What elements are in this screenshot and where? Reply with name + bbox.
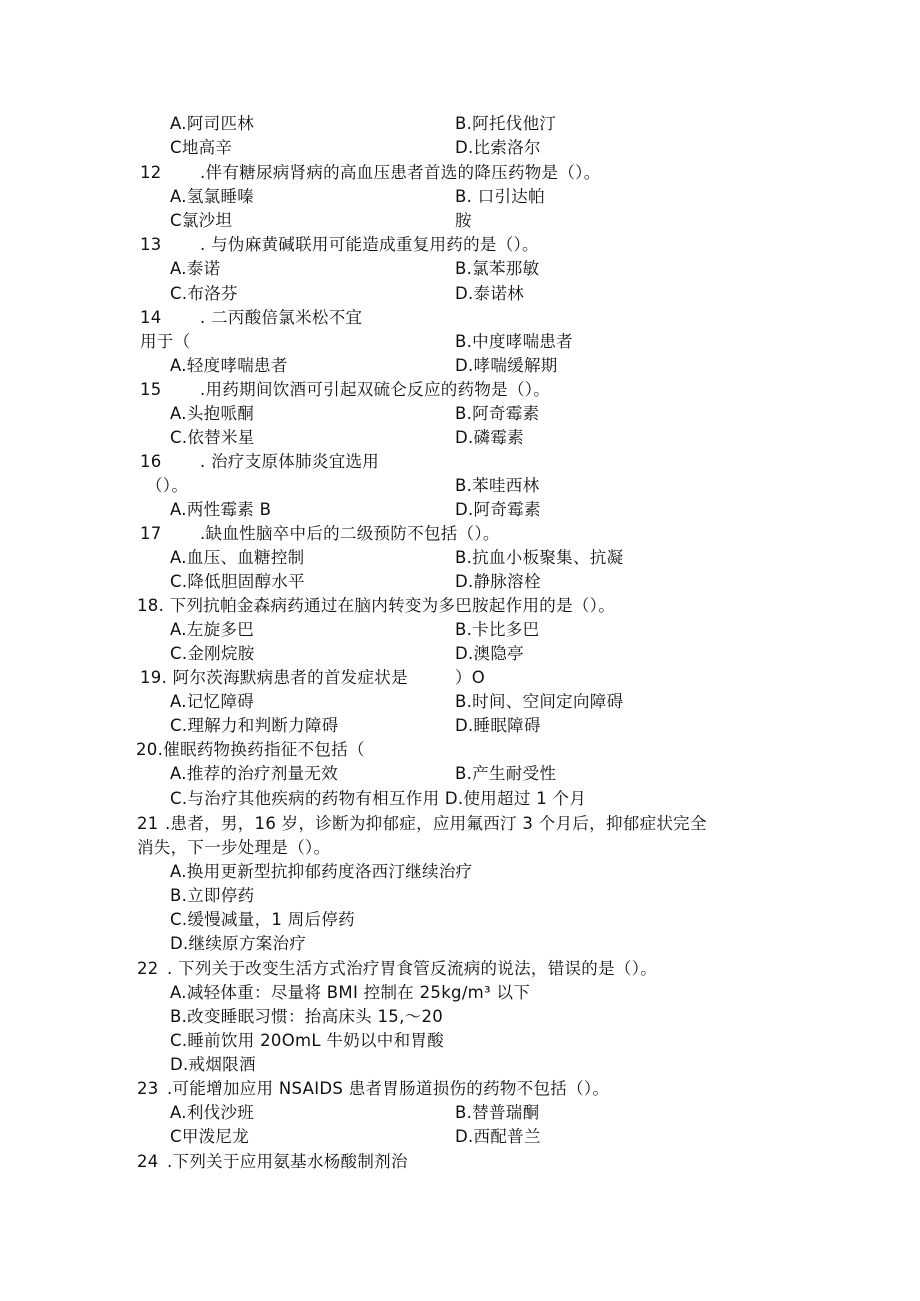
line-43-col-1: C甲泼尼龙 — [170, 1127, 250, 1146]
line-32: A.换用更新型抗抑郁药度洛西汀继续治疗 — [170, 862, 473, 881]
line-13-col-2: B.阿奇霉素 — [455, 404, 540, 423]
line-25-col-2: B.时间、空间定向障碍 — [455, 692, 624, 711]
line-21: 18. 下列抗帕金森病药通过在脑内转变为多巴胺起作用的是（）。 — [137, 596, 616, 615]
line-12-col-1: 15 — [140, 380, 162, 399]
line-20-col-1: C.降低胆固醇水平 — [170, 572, 305, 591]
line-36-col-1: 22 — [137, 959, 159, 978]
line-26-col-2: D.睡眠障碍 — [455, 716, 541, 735]
line-15-col-1: 16 — [140, 452, 162, 471]
line-24-col-1: 19. 阿尔茨海默病患者的首发症状是 — [140, 668, 408, 687]
line-37: A.减轻体重：尽量将 BMI 控制在 25kg∕m³ 以下 — [170, 983, 531, 1002]
line-42-col-2: B.替普瑞酮 — [455, 1103, 540, 1122]
line-39: C.睡前饮用 20OmL 牛奶以中和胃酸 — [170, 1031, 445, 1050]
line-44-col-2: .下列关于应用氨基水杨酸制剂治 — [167, 1152, 408, 1171]
line-22-col-1: A.左旋多巴 — [170, 620, 255, 639]
line-17-col-1: A.两性霉素 B — [170, 500, 272, 519]
line-23-col-2: D.澳隐亭 — [455, 644, 524, 663]
line-27: 20.催眠药物换药指征不包括（ — [136, 740, 365, 759]
line-36-col-2: . 下列关于改变生活方式治疗胃食管反流病的说法，错误的是（）。 — [167, 959, 658, 978]
line-11-col-2: D.哮喘缓解期 — [455, 356, 558, 375]
line-25-col-1: A.记忆障碍 — [170, 692, 255, 711]
line-28-col-2: B.产生耐受性 — [455, 764, 557, 783]
line-30-col-1: 21 — [137, 814, 159, 833]
line-16-col-1: （）。 — [146, 476, 189, 495]
line-35: D.继续原方案治疗 — [170, 934, 307, 953]
line-12-col-2: .用药期间饮酒可引起双硫仑反应的药物是（）。 — [200, 380, 551, 399]
line-30-col-2: .患者，男，16 岁，诊断为抑郁症，应用氟西汀 3 个月后，抑郁症状完全 — [165, 814, 707, 833]
line-17-col-2: D.阿奇霉素 — [455, 500, 541, 519]
line-19-col-2: B.抗血小板聚集、抗凝 — [455, 548, 624, 567]
line-43-col-2: D.西配普兰 — [455, 1127, 541, 1146]
line-8-col-2: D.泰诺林 — [455, 284, 524, 303]
line-24-col-2: ）O — [455, 668, 486, 687]
line-14-col-2: D.磷霉素 — [455, 428, 524, 447]
line-10-col-2: B.中度哮喘患者 — [455, 332, 573, 351]
line-5-col-2: 胺 — [455, 211, 472, 230]
line-41-col-2: .可能增加应用 NSAIDS 患者胃肠道损伤的药物不包括（）。 — [167, 1079, 610, 1098]
line-15-col-2: . 治疗支原体肺炎宜选用 — [200, 452, 380, 471]
line-16-col-2: B.苯哇西林 — [455, 476, 540, 495]
line-42-col-1: A.利伐沙班 — [170, 1103, 255, 1122]
line-3-col-1: 12 — [140, 163, 162, 182]
line-19-col-1: A.血压、血糖控制 — [170, 548, 305, 567]
line-22-col-2: B.卡比多巴 — [455, 620, 540, 639]
line-9-col-2: . 二丙酸倍氯米松不宜 — [200, 308, 363, 327]
line-44-col-1: 24 — [137, 1152, 159, 1171]
line-33: B.立即停药 — [170, 886, 255, 905]
line-3-col-2: .伴有糖尿病肾病的高血压患者首选的降压药物是（）。 — [200, 163, 601, 182]
line-4-col-1: A.氢氯睡嗪 — [170, 187, 255, 206]
line-18-col-1: 17 — [140, 524, 162, 543]
line-40: D.戒烟限酒 — [170, 1055, 256, 1074]
line-1-col-1: A.阿司匹林 — [170, 114, 255, 133]
line-5-col-1: C氯沙坦 — [170, 211, 233, 230]
line-34: C.缓慢减量，1 周后停药 — [170, 910, 355, 929]
line-1-col-2: B.阿托伐他汀 — [455, 114, 557, 133]
line-13-col-1: A.头抱哌酮 — [170, 404, 255, 423]
line-28-col-1: A.推荐的治疗剂量无效 — [170, 764, 339, 783]
line-29: C.与治疗其他疾病的药物有相互作用 D.使用超过 1 个月 — [170, 789, 587, 808]
line-11-col-1: A.轻度哮喘患者 — [170, 356, 288, 375]
line-41-col-1: 23 — [137, 1079, 159, 1098]
line-38: B.改变睡眠习惯：抬高床头 15,〜20 — [170, 1007, 444, 1026]
line-6-col-1: 13 — [140, 235, 162, 254]
line-18-col-2: .缺血性脑卒中后的二级预防不包括（）。 — [200, 524, 500, 543]
line-7-col-2: B.氯苯那敏 — [455, 259, 540, 278]
line-9-col-1: 14 — [140, 308, 162, 327]
line-31: 消失，下一步处理是（）。 — [137, 838, 331, 857]
line-7-col-1: A.泰诺 — [170, 259, 221, 278]
line-8-col-1: C.布洛芬 — [170, 284, 238, 303]
line-6-col-2: . 与伪麻黄碱联用可能造成重复用药的是（）。 — [200, 235, 539, 254]
line-2-col-1: C地高辛 — [170, 138, 233, 157]
line-26-col-1: C.理解力和判断力障碍 — [170, 716, 339, 735]
line-20-col-2: D.静脉溶栓 — [455, 572, 541, 591]
line-4-col-2: B. 口引达帕 — [455, 187, 545, 206]
line-10-col-1: 用于（ — [140, 332, 191, 351]
line-23-col-1: C.金刚烷胺 — [170, 644, 255, 663]
line-2-col-2: D.比索洛尔 — [455, 138, 541, 157]
line-14-col-1: C.依替米星 — [170, 428, 255, 447]
